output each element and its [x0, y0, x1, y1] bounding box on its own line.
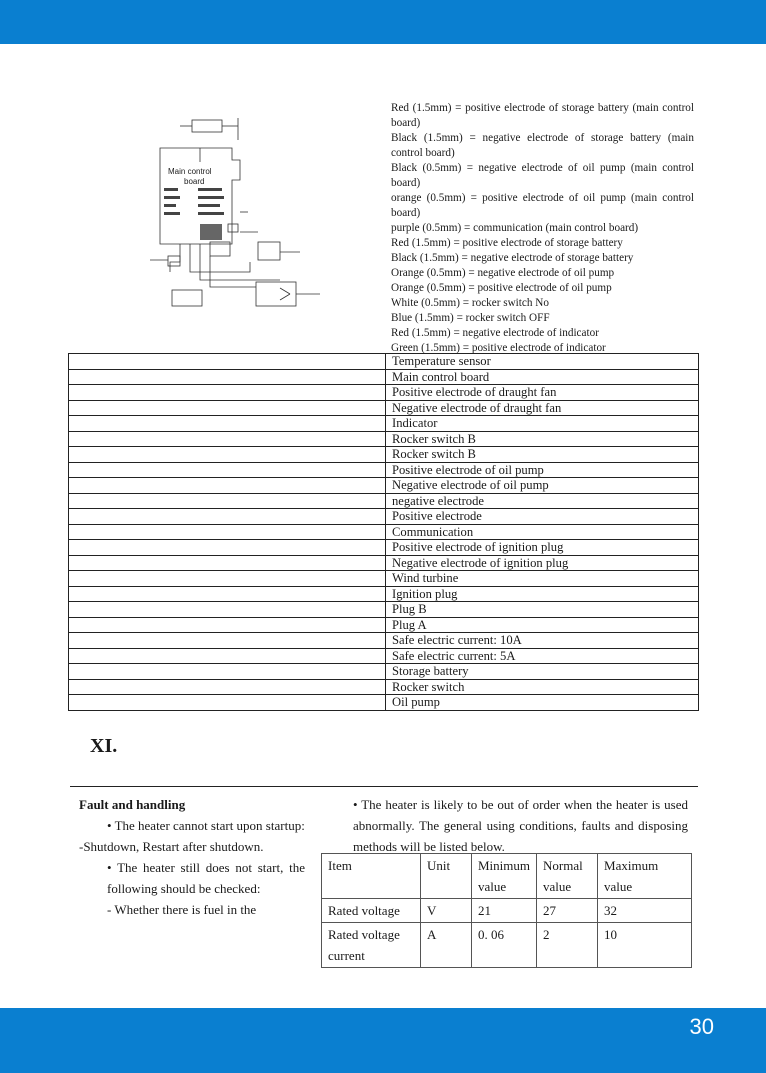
table-row [69, 617, 699, 633]
table-row [69, 416, 699, 432]
legend-item: Positive electrode [386, 509, 699, 525]
legend-item: Positive electrode of ignition plug [386, 540, 699, 556]
table-row [69, 509, 699, 525]
table-cell: V [421, 899, 472, 923]
column-header: Unit [421, 854, 472, 899]
table-row [69, 648, 699, 664]
table-header-row [322, 854, 692, 899]
table-row [69, 586, 699, 602]
wire-color-list [391, 101, 694, 356]
wiring-diagram [140, 112, 340, 317]
spec-table [321, 853, 692, 968]
legend-item: Oil pump [386, 695, 699, 711]
table-row [69, 478, 699, 494]
legend-item: Indicator [386, 416, 699, 432]
wire-line: purple (0.5mm) = communication (main control board) [391, 222, 639, 234]
diagram-label: Main control [168, 167, 212, 176]
table-row [69, 664, 699, 680]
table-row [69, 540, 699, 556]
table-row [69, 493, 699, 509]
bullet-text: • The heater still does not start, the following should be checked: [107, 860, 305, 896]
wire-line: Red (1.5mm) = positive electrode of storage battery [391, 237, 623, 249]
legend-item: Rocker switch [386, 679, 699, 695]
wire-line: Orange (0.5mm) = negative electrode of oil pump [391, 267, 615, 279]
legend-item: Communication [386, 524, 699, 540]
legend-item: Negative electrode of oil pump [386, 478, 699, 494]
legend-item: Positive electrode of draught fan [386, 385, 699, 401]
wire-line: Green (1.5mm) = positive electrode of indicator [391, 342, 606, 354]
column-header: Normal value [537, 854, 598, 899]
wire-line: White (0.5mm) = rocker switch No [391, 297, 549, 309]
wire-line: Red (1.5mm) = positive electrode of storage battery (main control board) [391, 102, 694, 129]
page-number: 30 [689, 1014, 714, 1039]
table-row [69, 695, 699, 711]
right-column [353, 794, 688, 857]
table-row [322, 923, 692, 968]
wire-line: Blue (1.5mm) = rocker switch OFF [391, 312, 550, 324]
column-header: Maximum value [598, 854, 692, 899]
table-cell: 27 [537, 899, 598, 923]
legend-item: Ignition plug [386, 586, 699, 602]
bullet-text: • The heater cannot start upon startup: [107, 818, 305, 833]
legend-item: Safe electric current: 10A [386, 633, 699, 649]
table-row [69, 369, 699, 385]
table-row [69, 447, 699, 463]
legend-item: Negative electrode of draught fan [386, 400, 699, 416]
table-row [69, 679, 699, 695]
legend-item: Negative electrode of ignition plug [386, 555, 699, 571]
legend-item: negative electrode [386, 493, 699, 509]
table-cell: 10 [598, 923, 692, 968]
table-row [69, 633, 699, 649]
table-row [69, 431, 699, 447]
svg-text:board: board [184, 177, 205, 186]
legend-item: Plug A [386, 617, 699, 633]
section-number: XI. [90, 735, 118, 757]
column-header: Minimum value [472, 854, 537, 899]
wire-line: orange (0.5mm) = positive electrode of oil pump (main control board) [391, 192, 694, 219]
legend-item: Storage battery [386, 664, 699, 680]
table-cell: 0. 06 [472, 923, 537, 968]
table-row [69, 354, 699, 370]
column-header: Item [322, 854, 421, 899]
header-bar [0, 0, 766, 44]
table-cell: Rated voltage current [322, 923, 421, 968]
table-cell: A [421, 923, 472, 968]
table-cell: 2 [537, 923, 598, 968]
legend-item: Temperature sensor [386, 354, 699, 370]
wire-line: Orange (0.5mm) = positive electrode of oil pump [391, 282, 612, 294]
table-cell: 32 [598, 899, 692, 923]
legend-item: Plug B [386, 602, 699, 618]
legend-item: Safe electric current: 5A [386, 648, 699, 664]
paragraph-text: -Shutdown, Restart after shutdown. [79, 839, 264, 854]
left-column [79, 794, 305, 920]
table-row [69, 555, 699, 571]
table-row [69, 462, 699, 478]
legend-item: Wind turbine [386, 571, 699, 587]
section-divider [70, 786, 698, 787]
table-cell: 21 [472, 899, 537, 923]
table-row [322, 899, 692, 923]
wire-line: Black (1.5mm) = negative electrode of storage battery (main control board) [391, 132, 694, 159]
wire-line: Red (1.5mm) = negative electrode of indicator [391, 327, 599, 339]
legend-item: Positive electrode of oil pump [386, 462, 699, 478]
table-row [69, 571, 699, 587]
table-row [69, 385, 699, 401]
table-row [69, 400, 699, 416]
wire-line: Black (0.5mm) = negative electrode of oil pump (main control board) [391, 162, 694, 189]
legend-table [68, 353, 699, 711]
table-row [69, 524, 699, 540]
bullet-text: - Whether there is fuel in the [107, 902, 257, 917]
legend-item: Rocker switch B [386, 447, 699, 463]
table-cell: Rated voltage [322, 899, 421, 923]
legend-item: Rocker switch B [386, 431, 699, 447]
table-row [69, 602, 699, 618]
intro-text: • The heater is likely to be out of order when the heater is used abnormally. The general using conditions, faults and disposing methods will be listed below. [353, 797, 688, 854]
legend-item: Main control board [386, 369, 699, 385]
footer-bar [0, 1008, 766, 1073]
wire-line: Black (1.5mm) = negative electrode of storage battery [391, 252, 634, 264]
fault-heading: Fault and handling [79, 797, 186, 812]
